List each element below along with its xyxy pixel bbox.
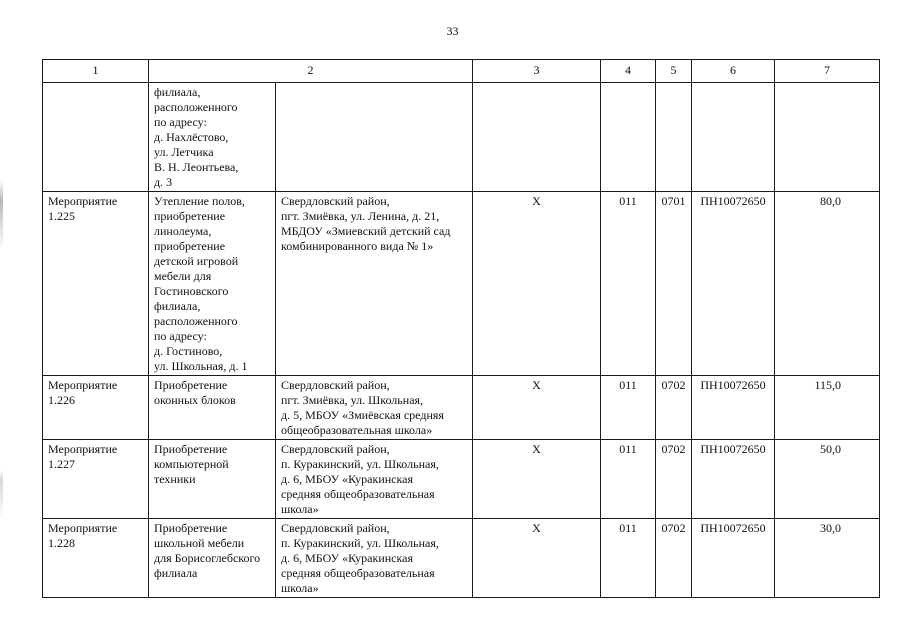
scan-edge-shadow — [0, 0, 3, 640]
cell-col4: 011 — [601, 192, 656, 376]
cell-address: Свердловский район, п. Куракинский, ул. Школьная, д. 6, МБОУ «Куракинская средняя общеобразовательная школа» — [276, 519, 473, 598]
header-col-6: 6 — [692, 60, 775, 83]
cell-event-id — [43, 83, 149, 192]
cell-col6: ПН10072650 — [692, 376, 775, 440]
header-col-2: 2 — [149, 60, 473, 83]
header-col-4: 4 — [601, 60, 656, 83]
cell-address: Свердловский район, пгт. Змиёвка, ул. Школьная, д. 5, МБОУ «Змиёвская средняя общеобразовательная школа» — [276, 376, 473, 440]
cell-col3: Х — [473, 440, 601, 519]
cell-address — [276, 83, 473, 192]
cell-col3: Х — [473, 376, 601, 440]
header-col-7: 7 — [775, 60, 880, 83]
header-col-3: 3 — [473, 60, 601, 83]
table-row — [43, 440, 880, 519]
cell-description: филиала, расположенного по адресу: д. Нахлёстово, ул. Летчика В. Н. Леонтьева, д. 3 — [149, 83, 276, 192]
header-row — [43, 60, 880, 83]
table-row — [43, 192, 880, 376]
cell-amount: 115,0 — [775, 376, 880, 440]
cell-event-id: Мероприятие 1.227 — [43, 440, 149, 519]
cell-col5: 0702 — [656, 519, 692, 598]
cell-address: Свердловский район, пгт. Змиёвка, ул. Ленина, д. 21, МБДОУ «Змиевский детский сад комбинированного вида № 1» — [276, 192, 473, 376]
table-row — [43, 376, 880, 440]
cell-event-id: Мероприятие 1.225 — [43, 192, 149, 376]
table-row — [43, 83, 880, 192]
cell-col6: ПН10072650 — [692, 440, 775, 519]
cell-event-id: Мероприятие 1.226 — [43, 376, 149, 440]
table-row — [43, 519, 880, 598]
cell-col5: 0702 — [656, 376, 692, 440]
cell-col3: Х — [473, 519, 601, 598]
cell-description: Приобретение школьной мебели для Борисоглебского филиала — [149, 519, 276, 598]
cell-amount: 80,0 — [775, 192, 880, 376]
cell-col5: 0702 — [656, 440, 692, 519]
cell-col4: 011 — [601, 376, 656, 440]
cell-amount: 30,0 — [775, 519, 880, 598]
cell-col6 — [692, 83, 775, 192]
cell-col5: 0701 — [656, 192, 692, 376]
cell-description: Приобретение компьютерной техники — [149, 440, 276, 519]
cell-col6: ПН10072650 — [692, 519, 775, 598]
cell-col6: ПН10072650 — [692, 192, 775, 376]
header-col-5: 5 — [656, 60, 692, 83]
cell-col4 — [601, 83, 656, 192]
cell-amount: 50,0 — [775, 440, 880, 519]
cell-col3 — [473, 83, 601, 192]
cell-col4: 011 — [601, 440, 656, 519]
cell-description: Утепление полов, приобретение линолеума, приобретение детской игровой мебели для Гостиновского филиала, расположенного по адресу: д. Гостиново, ул. Школьная, д. 1 — [149, 192, 276, 376]
cell-col5 — [656, 83, 692, 192]
cell-col4: 011 — [601, 519, 656, 598]
cell-description: Приобретение оконных блоков — [149, 376, 276, 440]
cell-address: Свердловский район, п. Куракинский, ул. Школьная, д. 6, МБОУ «Куракинская средняя общеобразовательная школа» — [276, 440, 473, 519]
budget-table — [42, 59, 880, 598]
cell-amount — [775, 83, 880, 192]
cell-event-id: Мероприятие 1.228 — [43, 519, 149, 598]
cell-col3: Х — [473, 192, 601, 376]
page-number: 33 — [446, 24, 459, 38]
header-col-1: 1 — [43, 60, 149, 83]
